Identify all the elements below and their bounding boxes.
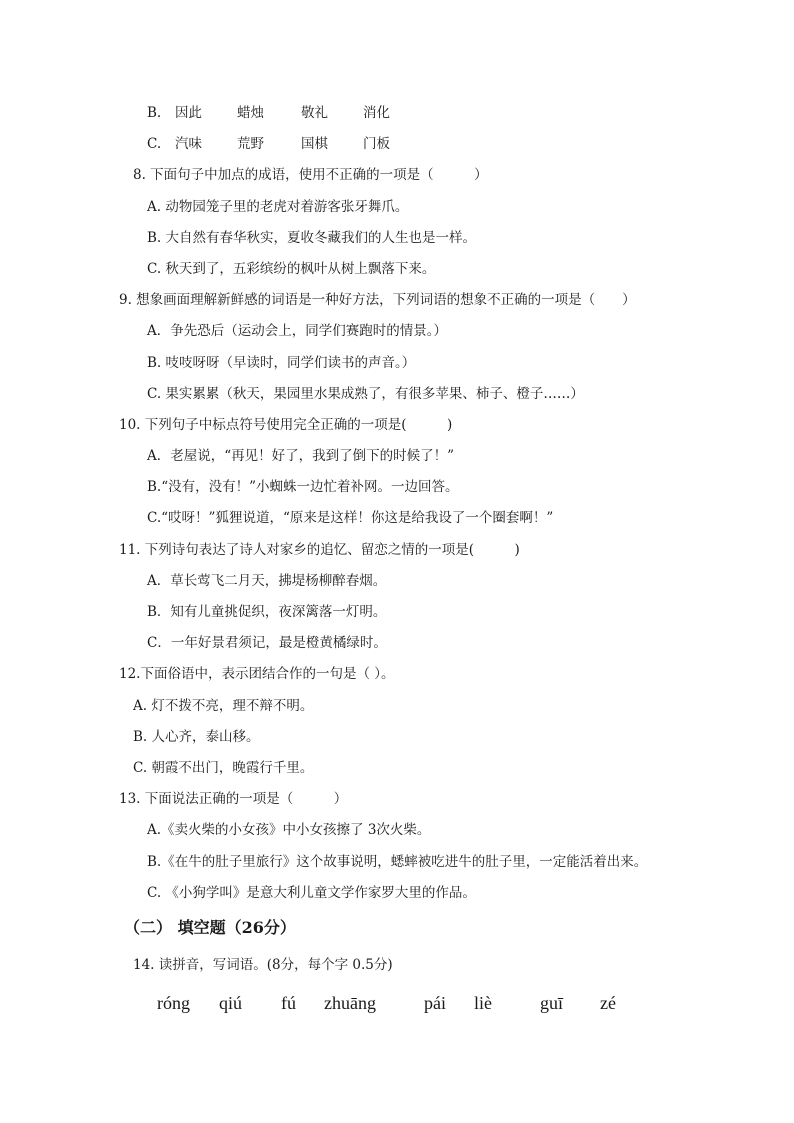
q10-option-a: A．老屋说，“再见！好了，我到了倒下的时候了！” — [147, 448, 455, 464]
word: 敬礼 — [301, 105, 328, 121]
q12-stem: 12.下面俗语中，表示团结合作的一句是（ ）。 — [119, 666, 395, 682]
pinyin: fú — [281, 993, 296, 1013]
q9-stem: 9. 想象画面理解新鲜感的词语是一种好方法，下列词语的想象不正确的一项是（ ） — [119, 292, 636, 308]
q12-option-c: C. 朝霞不出门，晚霞行千里。 — [133, 760, 314, 776]
pinyin: zé — [600, 993, 616, 1013]
pinyin: qiú — [219, 993, 243, 1013]
q10-option-c: C.“哎呀！”狐狸说道，“原来是这样！你这是给我设了一个圈套啊！” — [147, 510, 554, 526]
q7-option-c — [147, 135, 390, 153]
word: 消化 — [363, 105, 390, 121]
q8-option-b: B. 大自然有春华秋实，夏收冬藏我们的人生也是一样。 — [147, 230, 477, 246]
word: 门板 — [363, 136, 390, 152]
word: 国棋 — [301, 136, 328, 152]
q9-option-b: B. 吱吱呀呀（早读时，同学们读书的声音。） — [147, 355, 416, 371]
q10-stem: 10. 下列句子中标点符号使用完全正确的一项是( ) — [119, 417, 453, 433]
q13-option-c: C. 《小狗学叫》是意大利儿童文学作家罗大里的作品。 — [147, 885, 476, 901]
q11-stem: 11. 下列诗句表达了诗人对家乡的追忆、留恋之情的一项是( ) — [119, 542, 520, 558]
pinyin: zhuāng — [324, 993, 376, 1013]
q9-option-a: A．争先恐后（运动会上，同学们赛跑时的情景。） — [147, 323, 447, 339]
word: 蜡烛 — [237, 105, 264, 121]
q8-option-c: C. 秋天到了，五彩缤纷的枫叶从树上飘落下来。 — [147, 261, 436, 277]
q13-stem: 13. 下面说法正确的一项是（ ） — [119, 791, 348, 807]
word: 因此 — [175, 105, 202, 121]
q11-option-c: C．一年好景君须记，最是橙黄橘绿时。 — [147, 635, 387, 651]
option-letter: C. — [147, 136, 162, 152]
q11-option-a: A．草长莺飞二月天，拂堤杨柳醉春烟。 — [147, 573, 387, 589]
q11-option-b: B．知有儿童挑促织，夜深篱落一灯明。 — [147, 604, 387, 620]
pinyin: pái — [424, 993, 446, 1013]
pinyin: guī — [540, 993, 564, 1013]
word: 荒野 — [237, 136, 264, 152]
q8-stem: 8. 下面句子中加点的成语，使用不正确的一项是（ ） — [133, 167, 488, 183]
option-letter: B. — [147, 105, 162, 121]
pinyin: róng — [157, 993, 190, 1013]
q7-option-b — [147, 104, 390, 122]
q13-option-a: A.《卖火柴的小女孩》中小女孩擦了 3次火柴。 — [147, 822, 431, 838]
q9-option-c: C. 果实累累（秋天，果园里水果成熟了，有很多苹果、柿子、橙子……） — [147, 386, 584, 402]
q14-stem: 14. 读拼音，写词语。(8分，每个字 0.5分) — [133, 957, 393, 973]
q13-option-b: B.《在牛的肚子里旅行》这个故事说明，蟋蟀被吃进牛的肚子里，一定能活着出来。 — [147, 854, 648, 870]
word: 汽味 — [175, 136, 202, 152]
q12-option-b: B. 人心齐，泰山移。 — [133, 729, 260, 745]
q8-option-a: A. 动物园笼子里的老虎对着游客张牙舞爪。 — [147, 199, 409, 215]
pinyin: liè — [474, 993, 492, 1013]
q10-option-b: B.“没有，没有！”小蜘蛛一边忙着补网。一边回答。 — [147, 479, 459, 495]
section-title: （二） 填空题（26分） — [124, 918, 296, 937]
q12-option-a: A. 灯不拨不亮，理不辩不明。 — [133, 698, 314, 714]
